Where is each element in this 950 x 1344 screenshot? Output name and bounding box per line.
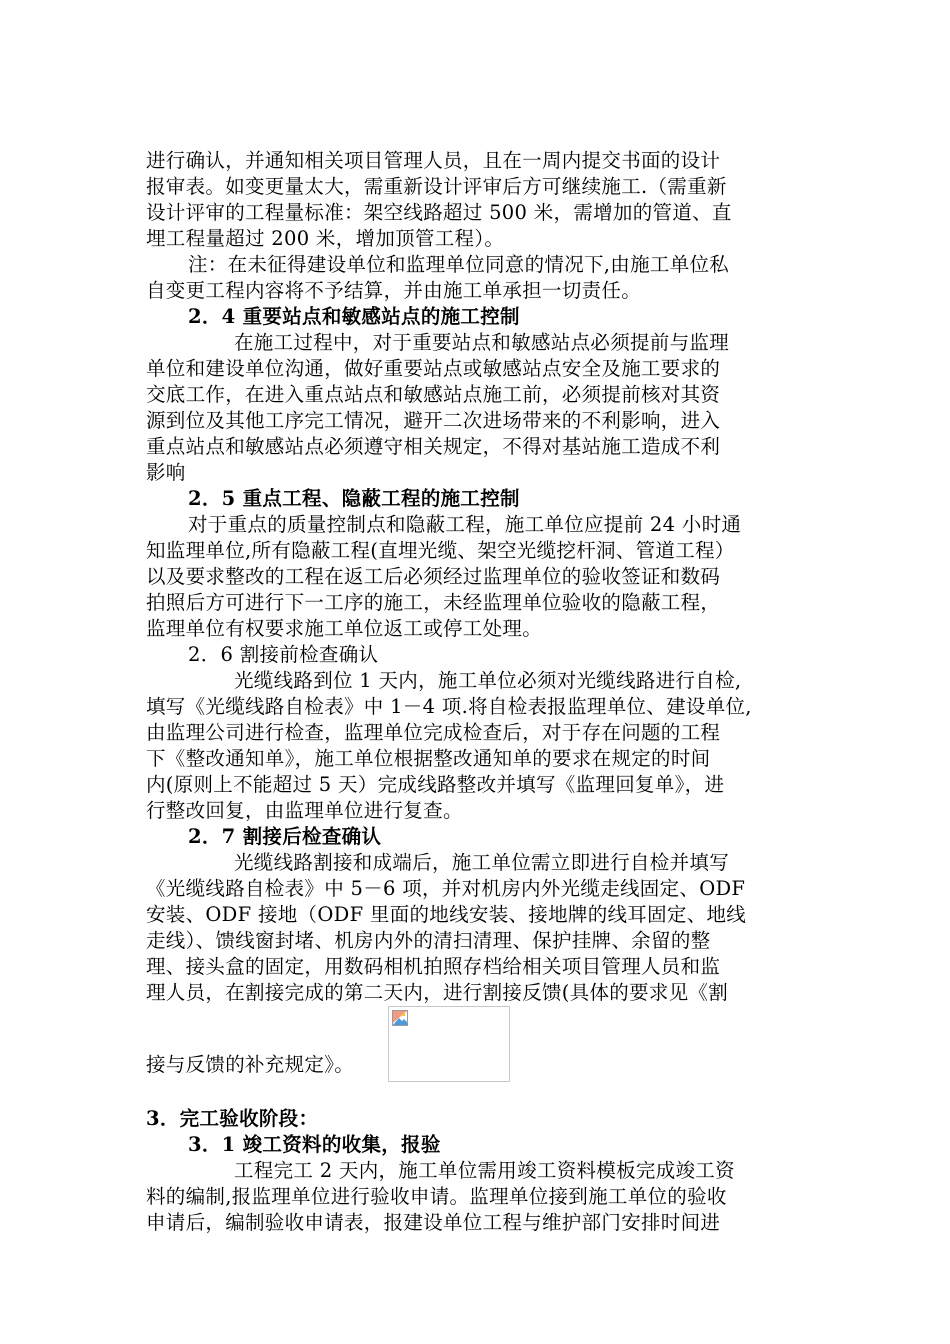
paragraph-line: 理、接头盒的固定，用数码相机拍照存档给相关项目管理人员和监	[146, 955, 721, 978]
document-page	[146, 148, 812, 1236]
section-heading-2-5: 2．5 重点工程、隐蔽工程的施工控制	[188, 487, 520, 510]
paragraph-line: 对于重点的质量控制点和隐蔽工程，施工单位应提前 24 小时通	[188, 513, 742, 536]
embedded-image	[388, 1006, 510, 1082]
paragraph-line: 接与反馈的补充规定》。	[146, 1053, 355, 1076]
paragraph-line: 重点站点和敏感站点必须遵守相关规定，不得对基站施工造成不利	[146, 435, 721, 458]
section-heading-3-1: 3．1 竣工资料的收集，报验	[188, 1133, 441, 1156]
broken-image-icon	[392, 1010, 408, 1026]
paragraph-line: 光缆线路割接和成端后，施工单位需立即进行自检并填写	[234, 851, 730, 874]
paragraph-line: 拍照后方可进行下一工序的施工，未经监理单位验收的隐蔽工程，	[146, 591, 721, 614]
paragraph-line: 《光缆线路自检表》中 5－6 项，并对机房内外光缆走线固定、ODF	[146, 877, 746, 900]
paragraph-line: 走线）、馈线窗封堵、机房内外的清扫清理、保护挂牌、余留的整	[146, 929, 711, 952]
text-line: 进行确认，并通知相关项目管理人员，且在一周内提交书面的设计	[146, 149, 721, 172]
section-heading-2-4: 2．4 重要站点和敏感站点的施工控制	[188, 305, 520, 328]
paragraph-line: 单位和建设单位沟通，做好重要站点或敏感站点安全及施工要求的	[146, 357, 721, 380]
image-line	[146, 1006, 812, 1084]
text-line: 埋工程量超过 200 米，增加顶管工程）。	[146, 227, 505, 250]
note-line: 自变更工程内容将不予结算，并由施工单承担一切责任。	[146, 279, 642, 302]
paragraph-line: 知监理单位,所有隐蔽工程(直埋光缆、架空光缆挖杆洞、管道工程）	[146, 539, 735, 562]
text-line: 设计评审的工程量标准：架空线路超过 500 米，需增加的管道、直	[146, 201, 732, 224]
paragraph-line: 源到位及其他工序完工情况，避开二次进场带来的不利影响，进入	[146, 409, 721, 432]
section-heading-2-6: 2．6 割接前检查确认	[188, 643, 379, 666]
paragraph-line: 申请后，编制验收申请表，报建设单位工程与维护部门安排时间进	[146, 1211, 721, 1234]
paragraph-line: 内(原则上不能超过 5 天）完成线路整改并填写《监理回复单》，进	[146, 773, 725, 796]
spacer	[146, 1084, 812, 1106]
paragraph-line: 料的编制,报监理单位进行验收申请。监理单位接到施工单位的验收	[146, 1185, 727, 1208]
section-heading-2-7: 2．7 割接后检查确认	[188, 825, 382, 848]
paragraph-line: 由监理公司进行检查，监理单位完成检查后，对于存在问题的工程	[146, 721, 721, 744]
paragraph-line: 在施工过程中，对于重要站点和敏感站点必须提前与监理	[234, 331, 730, 354]
paragraph-line: 工程完工 2 天内，施工单位需用竣工资料模板完成竣工资	[234, 1159, 735, 1182]
section-heading-3: 3．完工验收阶段：	[146, 1107, 319, 1130]
paragraph-line: 填写《光缆线路自检表》中 1－4 项.将自检表报监理单位、建设单位,	[146, 695, 752, 718]
text-line: 报审表。如变更量太大，需重新设计评审后方可继续施工.（需重新	[146, 175, 727, 198]
paragraph-line: 以及要求整改的工程在返工后必须经过监理单位的验收签证和数码	[146, 565, 721, 588]
paragraph-line: 行整改回复，由监理单位进行复查。	[146, 799, 463, 822]
paragraph-line: 下《整改通知单》，施工单位根据整改通知单的要求在规定的时间	[146, 747, 711, 770]
paragraph-line: 安装、ODF 接地（ODF 里面的地线安装、接地牌的线耳固定、地线	[146, 903, 747, 926]
paragraph-line: 理人员，在割接完成的第二天内，进行割接反馈(具体的要求见《割	[146, 981, 729, 1004]
note-line: 注：在未征得建设单位和监理单位同意的情况下,由施工单位私	[188, 253, 730, 276]
paragraph-line: 影响	[146, 461, 186, 484]
paragraph-line: 光缆线路到位 1 天内，施工单位必须对光缆线路进行自检,	[234, 669, 742, 692]
paragraph-line: 交底工作，在进入重点站点和敏感站点施工前，必须提前核对其资	[146, 383, 721, 406]
paragraph-line: 监理单位有权要求施工单位返工或停工处理。	[146, 617, 543, 640]
